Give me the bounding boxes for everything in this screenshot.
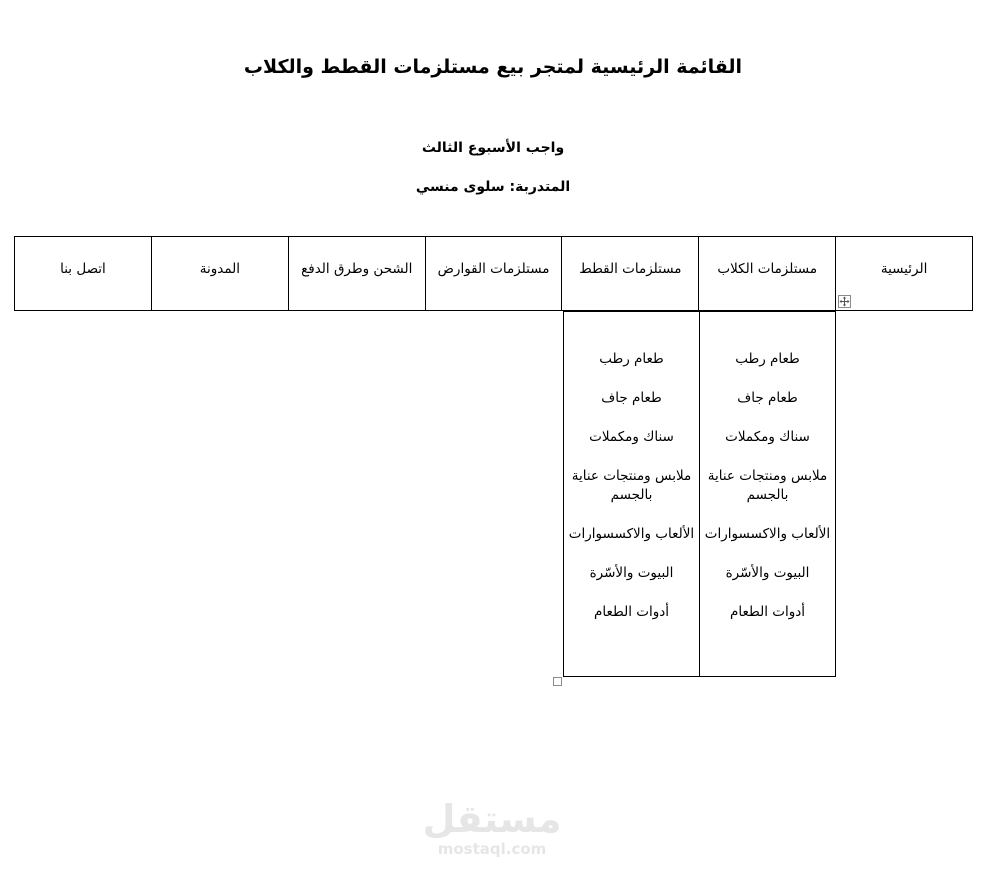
cat-submenu-item[interactable]: ملابس ومنتجات عناية بالجسم	[571, 468, 692, 503]
cat-submenu-item[interactable]: سناك ومكملات	[589, 429, 674, 445]
document-title: القائمة الرئيسية لمتجر بيع مستلزمات القطط والكلاب	[243, 56, 743, 78]
dog-submenu-item[interactable]: أدوات الطعام	[730, 604, 805, 620]
cat-submenu-item[interactable]: طعام رطب	[599, 351, 664, 367]
menu-item-shipping-payment[interactable]: الشحن وطرق الدفع	[288, 237, 425, 311]
menu-item-dog-supplies[interactable]: مستلزمات الكلاب	[699, 237, 836, 311]
menu-item-cat-supplies[interactable]: مستلزمات القطط	[562, 237, 699, 311]
assignment-label: واجب الأسبوع الثالث	[421, 140, 565, 156]
menu-item-contact[interactable]: اتصل بنا	[15, 237, 152, 311]
watermark-url: mostaql.com	[437, 840, 547, 858]
watermark-logo: مستقل	[422, 797, 562, 841]
main-menu-row	[15, 237, 973, 311]
main-menu-table	[14, 236, 973, 311]
move-icon[interactable]	[838, 295, 851, 308]
cat-submenu-item[interactable]: أدوات الطعام	[594, 604, 669, 620]
submenu-row	[564, 312, 836, 677]
watermark	[404, 798, 580, 858]
menu-item-home[interactable]: الرئيسية	[836, 237, 973, 311]
dog-submenu-item[interactable]: طعام جاف	[737, 390, 798, 406]
dog-submenu-item[interactable]: الألعاب والاكسسوارات	[704, 526, 831, 542]
cat-submenu	[564, 312, 700, 677]
dog-submenu-item[interactable]: سناك ومكملات	[725, 429, 810, 445]
dog-submenu-item[interactable]: طعام رطب	[735, 351, 800, 367]
cat-submenu-item[interactable]: الألعاب والاكسسوارات	[568, 526, 695, 542]
trainee-name: المتدربة: سلوى منسي	[415, 179, 571, 195]
cat-submenu-item[interactable]: طعام جاف	[601, 390, 662, 406]
resize-handle-icon[interactable]	[553, 677, 562, 686]
dog-submenu-item[interactable]: ملابس ومنتجات عناية بالجسم	[707, 468, 828, 503]
cat-submenu-item[interactable]: البيوت والأسّرة	[589, 565, 674, 581]
submenu-table	[563, 311, 836, 677]
menu-item-rodent-supplies[interactable]: مستلزمات القوارض	[425, 237, 562, 311]
dog-submenu	[700, 312, 836, 677]
menu-item-blog[interactable]: المدونة	[151, 237, 288, 311]
dog-submenu-item[interactable]: البيوت والأسّرة	[725, 565, 810, 581]
